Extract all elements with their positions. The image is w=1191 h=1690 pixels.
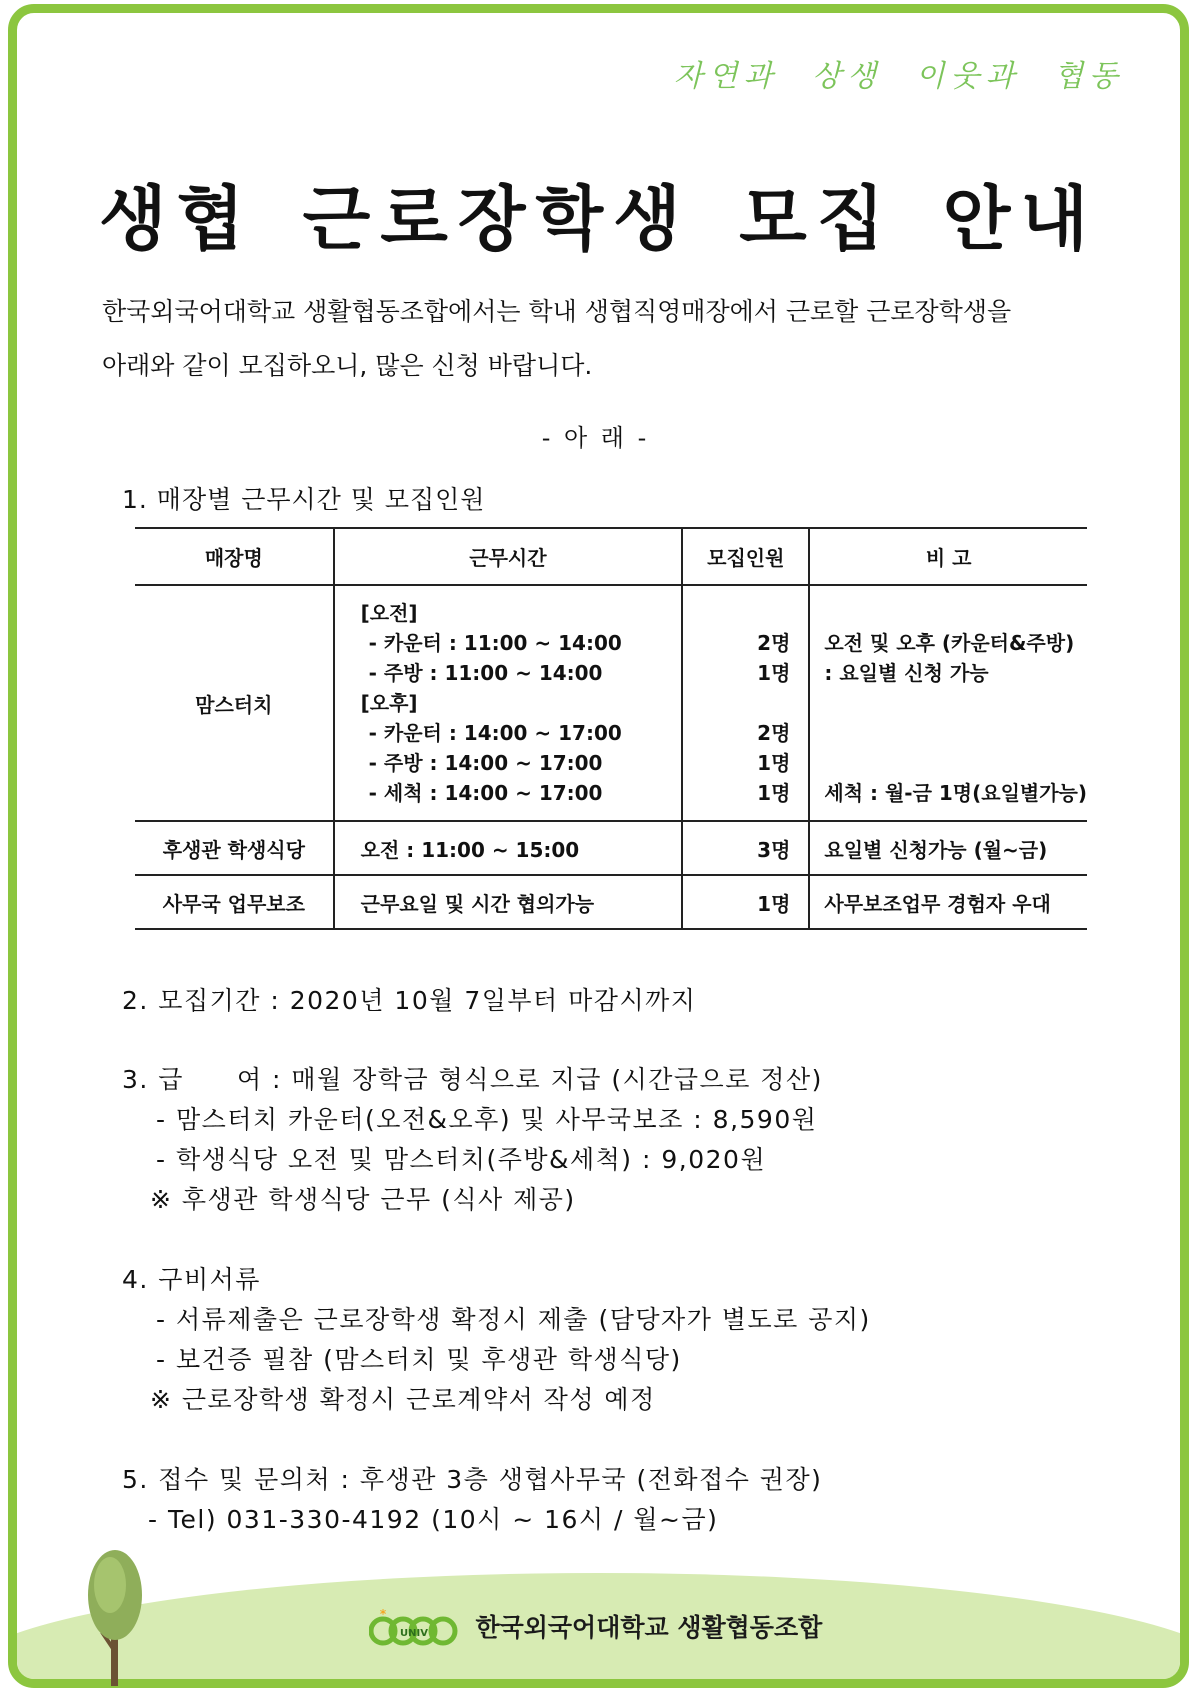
section-4-item: - 보건증 필참 (맘스터치 및 후생관 학생식당) bbox=[156, 1345, 682, 1374]
coop-logo-icon bbox=[369, 1609, 459, 1649]
section-4 bbox=[122, 1260, 871, 1420]
section-5-heading: 5. 접수 및 문의처 : 후생관 3층 생협사무국 (전화접수 권장) bbox=[122, 1465, 823, 1494]
table-row bbox=[135, 585, 1087, 821]
recruitment-table bbox=[135, 527, 1087, 930]
slogan: 자연과 상생 이웃과 협동 bbox=[673, 59, 1124, 94]
coop-logo-text: UNIV bbox=[399, 1628, 428, 1639]
hours-line: - 카운터 : 14:00 ~ 17:00 bbox=[368, 721, 622, 745]
section-5 bbox=[122, 1460, 822, 1540]
intro-line-2: 아래와 같이 모집하오니, 많은 신청 바랍니다. bbox=[102, 351, 593, 380]
page-title: 생협 근로장학생 모집 안내 bbox=[99, 178, 1098, 260]
hours-line: - 세척 : 14:00 ~ 17:00 bbox=[368, 781, 603, 805]
count-line bbox=[683, 688, 790, 718]
store-hours bbox=[334, 585, 683, 821]
count-line bbox=[683, 598, 790, 628]
section-3-heading: 3. 급 여 : 매월 장학금 형식으로 지급 (시간급으로 정산) bbox=[122, 1065, 823, 1094]
header-store: 매장명 bbox=[135, 528, 334, 585]
header-count: 모집인원 bbox=[682, 528, 809, 585]
note-line bbox=[824, 598, 1087, 628]
store-count bbox=[682, 585, 809, 821]
store-count: 1명 bbox=[682, 875, 809, 929]
section-2 bbox=[122, 981, 696, 1021]
section-4-note: ※ 근로장학생 확정시 근로계약서 작성 예정 bbox=[150, 1385, 656, 1414]
hours-line: - 카운터 : 11:00 ~ 14:00 bbox=[368, 631, 622, 655]
note-line bbox=[824, 718, 1087, 748]
section-1-heading: 1. 매장별 근무시간 및 모집인원 bbox=[122, 485, 486, 514]
store-name: 맘스터치 bbox=[135, 585, 334, 821]
store-note: 요일별 신청가능 (월~금) bbox=[809, 821, 1087, 875]
header-hours: 근무시간 bbox=[334, 528, 683, 585]
section-3-item: - 학생식당 오전 및 맘스터치(주방&세척) : 9,020원 bbox=[156, 1145, 767, 1174]
note-line bbox=[824, 748, 1087, 778]
store-name: 후생관 학생식당 bbox=[135, 821, 334, 875]
section-3-note: ※ 후생관 학생식당 근무 (식사 제공) bbox=[150, 1185, 576, 1214]
count-line: 1명 bbox=[757, 661, 791, 685]
table-row bbox=[135, 821, 1087, 875]
arae-divider: - 아 래 - bbox=[541, 424, 650, 452]
table-row bbox=[135, 875, 1087, 929]
footer-org-name: 한국외국어대학교 생활협동조합 bbox=[475, 1613, 823, 1642]
note-line: : 요일별 신청 가능 bbox=[824, 661, 989, 685]
hours-line: [오전] bbox=[360, 601, 418, 625]
svg-text:*: * bbox=[379, 1609, 386, 1621]
hours-line: [오후] bbox=[360, 691, 418, 715]
count-line: 2명 bbox=[757, 631, 791, 655]
intro-line-1: 한국외국어대학교 생활협동조합에서는 학내 생협직영매장에서 근로할 근로장학생을 bbox=[102, 297, 1012, 326]
footer bbox=[0, 1608, 1191, 1649]
header-note: 비 고 bbox=[809, 528, 1087, 585]
section-2-heading: 2. 모집기간 : 2020년 10월 7일부터 마감시까지 bbox=[122, 986, 697, 1015]
table-header-row bbox=[135, 528, 1087, 585]
section-3-item: - 맘스터치 카운터(오전&오후) 및 사무국보조 : 8,590원 bbox=[156, 1105, 818, 1134]
section-3 bbox=[122, 1060, 823, 1220]
store-note bbox=[809, 585, 1087, 821]
store-name: 사무국 업무보조 bbox=[135, 875, 334, 929]
note-line: 세척 : 월-금 1명(요일별가능) bbox=[824, 781, 1087, 805]
note-line: 오전 및 오후 (카운터&주방) bbox=[824, 631, 1075, 655]
store-note: 사무보조업무 경험자 우대 bbox=[809, 875, 1087, 929]
count-line: 2명 bbox=[757, 721, 791, 745]
section-4-item: - 서류제출은 근로장학생 확정시 제출 (담당자가 별도로 공지) bbox=[156, 1305, 871, 1334]
section-4-heading: 4. 구비서류 bbox=[122, 1265, 261, 1294]
count-line: 1명 bbox=[757, 781, 791, 805]
intro-paragraph bbox=[102, 285, 1102, 393]
section-5-item: - Tel) 031-330-4192 (10시 ~ 16시 / 월~금) bbox=[148, 1505, 719, 1534]
hours-line: - 주방 : 11:00 ~ 14:00 bbox=[368, 661, 603, 685]
note-line bbox=[824, 688, 1087, 718]
store-hours: 오전 : 11:00 ~ 15:00 bbox=[334, 821, 683, 875]
hours-line: - 주방 : 14:00 ~ 17:00 bbox=[368, 751, 603, 775]
count-line: 1명 bbox=[757, 751, 791, 775]
store-hours: 근무요일 및 시간 협의가능 bbox=[334, 875, 683, 929]
store-count: 3명 bbox=[682, 821, 809, 875]
